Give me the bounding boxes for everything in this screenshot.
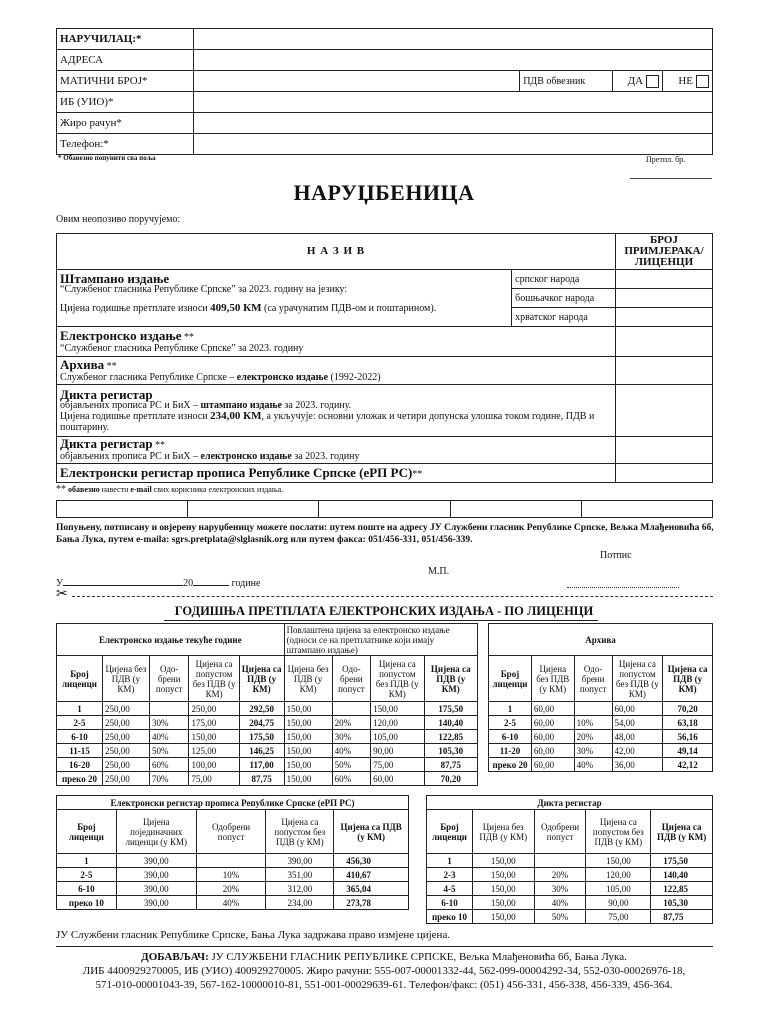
lang-serbian-label: српског народа (512, 270, 616, 289)
t2-cell: 60,00 (531, 702, 574, 716)
t1-cell: 122,85 (424, 730, 477, 744)
t4-cell: 6-10 (427, 896, 473, 910)
t2-cell: 42,12 (663, 758, 713, 772)
dikta-print-desc-a: објављених прописа РС и БиХ – (60, 399, 201, 411)
t1-cell: 150,00 (284, 758, 332, 772)
t1-cell: 250,00 (102, 744, 149, 758)
send-instructions: Попуњену, потписану и овјерену наруџбеницу можете послати: путем поште на адресу ЈУ Службени гласник Републике Српске, Вељка Млађеновића 6б, Бања Лука, путем e-maila: sgrs.pretplata@slglasnik.org или путем факса: 051/456-331, 051/456-339. (56, 523, 714, 545)
email-box[interactable] (57, 501, 188, 517)
qty-print-croatian[interactable] (616, 308, 713, 327)
t2-cell: 1 (489, 702, 532, 716)
t2-col-header: Цијена са попустом без ПДВ (у КМ) (612, 656, 663, 702)
print-edition-desc: “Службеног гласника Републике Српске” за 2023. годину на језику: (60, 284, 348, 295)
t4-col-header: Број лиценци (427, 810, 473, 854)
signature-field[interactable] (567, 587, 679, 588)
signature-label: Потпис (600, 550, 632, 561)
t2-col-header: Одо- брени попуст (574, 656, 612, 702)
t1-cell: 105,00 (371, 730, 424, 744)
date-year-label: године (231, 578, 261, 589)
t3-cell: 20% (196, 882, 266, 896)
t1-row (57, 730, 478, 744)
t1-cell: 250,00 (102, 716, 149, 730)
t3-cell: 312,00 (266, 882, 334, 896)
print-price: 409,50 КМ (210, 302, 262, 314)
t2-cell: 36,00 (612, 758, 663, 772)
t4-row (427, 896, 713, 910)
t1-cell: 75,00 (371, 758, 424, 772)
reg-no-label: МАТИЧНИ БРОЈ* (57, 71, 194, 92)
t1-col-header: Цијена са ПДВ (у КМ) (424, 656, 477, 702)
dikta-print-cell (57, 385, 616, 437)
stamp-label: М.П. (428, 566, 450, 577)
t4-cell: 120,00 (586, 868, 651, 882)
email-box[interactable] (319, 501, 450, 517)
t2-cell: 11-20 (489, 744, 532, 758)
qty-archive[interactable] (616, 357, 713, 385)
dikta-electronic-desc (60, 451, 612, 462)
electronic-edition-cell (57, 327, 616, 357)
archive-desc (60, 372, 612, 383)
address-label: АДРЕСА (57, 50, 194, 71)
t4-cell: 150,00 (472, 896, 534, 910)
t1-cell: 175,50 (239, 730, 284, 744)
t4-cell: 105,30 (651, 896, 713, 910)
t3-cell: 6-10 (57, 882, 117, 896)
t2-col-header: Цијена са ПДВ (у КМ) (663, 656, 713, 702)
t4-cell: 175,50 (651, 854, 713, 868)
t2-col-header: Број лиценци (489, 656, 532, 702)
t1-cell: 87,75 (424, 758, 477, 772)
archive-star: ** (104, 360, 117, 372)
t1-cell: 1 (57, 702, 103, 716)
t4-cell: 20% (534, 868, 586, 882)
t4-row (427, 854, 713, 868)
t1-cell: 16-20 (57, 758, 103, 772)
t1-cell: 150,00 (284, 716, 332, 730)
date-line (56, 578, 260, 589)
t3-head: Електронски регистар прописа Републике Српске (еРП РС) (57, 796, 409, 810)
footer-line-2: ЛИБ 4400929270005, ИБ (УИО) 400929270005. Жиро рачуни: 555-007-00001332-44, 562-099-00004292-34, 552-030-00026976-18, (82, 965, 686, 977)
email-note-b: навести (99, 485, 131, 494)
dikta-print-desc (60, 400, 612, 411)
electronic-edition-desc: “Службеног гласника Републике Српске” за 2023. годину (60, 342, 304, 354)
t3-cell: 273,78 (334, 896, 409, 910)
t2-cell: 49,14 (663, 744, 713, 758)
t1-row (57, 702, 478, 716)
t2-cell: 63,18 (663, 716, 713, 730)
t1-cell: 40% (149, 730, 189, 744)
t4-cell: 150,00 (472, 910, 534, 924)
t3-row (57, 854, 409, 868)
erp-title: Електронски регистар прописа Републике Српске (еРП РС) (60, 464, 413, 480)
t4-cell: 50% (534, 910, 586, 924)
t2-cell: преко 20 (489, 758, 532, 772)
t4-cell: преко 10 (427, 910, 473, 924)
t1-cell: 11-15 (57, 744, 103, 758)
t4-cell: 90,00 (586, 896, 651, 910)
vat-yes-checkbox[interactable] (646, 75, 659, 88)
t1-cell: 60,00 (371, 772, 424, 786)
t2-row (489, 744, 713, 758)
vat-yes-label: ДА (627, 74, 644, 87)
qty-electronic[interactable] (616, 327, 713, 357)
t1-cell: 20% (332, 716, 370, 730)
t1-cell: 30% (332, 730, 370, 744)
t4-cell: 1 (427, 854, 473, 868)
dikta-electronic-desc-c: за 2023. годину (291, 451, 360, 462)
t2-cell: 2-5 (489, 716, 532, 730)
vat-yes (613, 71, 663, 92)
footer-supplier-label: ДОБАВЉАЧ: (141, 951, 209, 963)
dikta-electronic-star: ** (152, 440, 166, 451)
footer (0, 950, 768, 992)
t3-col-header: Цијена са попустом без ПДВ (у КМ) (266, 810, 334, 854)
tax-id-field[interactable] (193, 92, 712, 113)
print-edition-price-line (60, 303, 508, 314)
t3-cell: 390,00 (116, 882, 196, 896)
section-title: ГОДИШЊА ПРЕТПЛАТА ЕЛЕКТРОНСКИХ ИЗДАЊА - ПО ЛИЦЕНЦИ (174, 604, 594, 618)
t1-col-header: Цијена са попустом без ПДВ (у КМ) (371, 656, 424, 702)
dikta-print-desc-b: штампано издање (200, 399, 282, 411)
t1-cell: 150,00 (189, 730, 239, 744)
qty-dikta-electronic[interactable] (616, 437, 713, 464)
electronic-pricing-table (56, 623, 478, 786)
t2-row (489, 702, 713, 716)
account-label: Жиро рачун* (57, 113, 194, 134)
t4-col-header: Цијена са ПДВ (у КМ) (651, 810, 713, 854)
subscription-number-field[interactable] (630, 178, 712, 179)
t2-cell: 20% (574, 730, 612, 744)
t1-cell: 50% (332, 758, 370, 772)
t3-cell: 1 (57, 854, 117, 868)
t1-cell: 250,00 (102, 730, 149, 744)
t3-cell: 390,00 (116, 868, 196, 882)
t1-cell: 90,00 (371, 744, 424, 758)
email-note-star: ** (56, 484, 66, 495)
print-price-suffix: (са урачунатим ПДВ-ом и поштарином). (261, 303, 437, 314)
t1-cell: 150,00 (371, 702, 424, 716)
t3-cell: 351,00 (266, 868, 334, 882)
t1-cell: 70,20 (424, 772, 477, 786)
archive-desc-c: (1992-2022) (328, 371, 381, 383)
t1-cell (332, 702, 370, 716)
t3-cell: 2-5 (57, 868, 117, 882)
t1-cell: 250,00 (189, 702, 239, 716)
print-edition-title: Штампано издање (60, 271, 170, 286)
t1-cell: 87,75 (239, 772, 284, 786)
t4-cell: 150,00 (472, 854, 534, 868)
buyer-label: НАРУЧИЛАЦ:* (57, 29, 194, 50)
t2-cell: 60,00 (531, 758, 574, 772)
footer-line-3: 571-010-00001043-39, 567-162-10000010-81, 551-001-00029639-61. Телефон/факс: (051) 456-331, 456-338, 456-339, 456-364. (95, 979, 673, 991)
t2-cell: 40% (574, 758, 612, 772)
vat-label: ПДВ обвезник (520, 71, 613, 92)
tax-id-label: ИБ (УИО)* (57, 92, 194, 113)
t1-row (57, 744, 478, 758)
t1-col-header: Цијена без ПДВ (у КМ) (284, 656, 332, 702)
t3-cell: 40% (196, 896, 266, 910)
t1-cell: 292,50 (239, 702, 284, 716)
t2-cell (574, 702, 612, 716)
t1-col-header: Одо- брени попуст (332, 656, 370, 702)
required-note: * Обавезно попунити сва поља (58, 154, 156, 162)
t4-cell: 140,40 (651, 868, 713, 882)
t2-cell: 60,00 (531, 730, 574, 744)
email-note-c: e-mail (130, 485, 152, 494)
erp-star: ** (412, 468, 423, 480)
t1-cell: 75,00 (189, 772, 239, 786)
t1-cell: 150,00 (284, 744, 332, 758)
footer-supplier: ЈУ СЛУЖБЕНИ ГЛАСНИК РЕПУБЛИКЕ СРПСКЕ, Вељка Млађеновића 6б, Бања Лука. (208, 951, 627, 963)
t4-cell: 150,00 (472, 868, 534, 882)
t4-cell: 105,00 (586, 882, 651, 896)
t1-cell: 146,25 (239, 744, 284, 758)
t2-cell: 10% (574, 716, 612, 730)
t4-cell: 40% (534, 896, 586, 910)
lang-croatian-label: хрватског народа (512, 308, 616, 327)
t1-cell: 100,00 (189, 758, 239, 772)
t1-cell: 150,00 (284, 772, 332, 786)
t1-cell: 105,30 (424, 744, 477, 758)
t4-cell (534, 854, 586, 868)
dikta-pricing-table (426, 795, 713, 924)
t2-row (489, 758, 713, 772)
subscription-number-label: Претпл. бр. (646, 155, 686, 164)
email-note-d: свих корисника електронских издања. (151, 485, 284, 494)
email-note-a: обавезно (66, 485, 100, 494)
dikta-print-title: Дикта регистар (60, 386, 153, 402)
email-box[interactable] (451, 501, 582, 517)
place-field[interactable] (63, 585, 183, 586)
t4-row (427, 882, 713, 896)
col-name-header: Н А З И В (57, 234, 616, 270)
t1-col-header: Број лиценци (57, 656, 103, 702)
buyer-field[interactable] (193, 29, 712, 50)
year-field[interactable] (193, 585, 229, 586)
dikta-print-desc-c: за 2023. годину. (281, 399, 352, 411)
t1-cell: 60% (332, 772, 370, 786)
t1-cell: 120,00 (371, 716, 424, 730)
t1-col-header: Цијена са попустом без ПДВ (у КМ) (189, 656, 239, 702)
dikta-price-prefix: Цијена годишње претплате износи (60, 410, 211, 422)
scissors-icon: ✂ (56, 587, 68, 602)
t4-head: Дикта регистар (427, 796, 713, 810)
t3-row (57, 896, 409, 910)
t3-row (57, 868, 409, 882)
electronic-edition-star: ** (181, 331, 195, 343)
t1-col-header: Одо- брени попуст (149, 656, 189, 702)
t3-cell: 410,67 (334, 868, 409, 882)
t4-row (427, 910, 713, 924)
t1-head-b: Повлаштена цијена за електронско издање (односи се на претплатнике који имају штампано издање) (284, 624, 477, 656)
t4-cell: 150,00 (586, 854, 651, 868)
lang-bosniak-label: бошњачког народа (512, 289, 616, 308)
t1-cell: 204,75 (239, 716, 284, 730)
t2-cell: 60,00 (531, 744, 574, 758)
t2-cell: 54,00 (612, 716, 663, 730)
dikta-electronic-desc-a: објављених прописа РС и БиХ – (60, 451, 201, 462)
t4-cell: 30% (534, 882, 586, 896)
archive-title: Архива (60, 356, 105, 372)
dikta-print-price-line (60, 411, 612, 433)
t1-cell: 2-5 (57, 716, 103, 730)
t1-cell: 40% (332, 744, 370, 758)
t2-cell: 56,16 (663, 730, 713, 744)
footer-divider (56, 946, 713, 947)
t4-cell: 150,00 (472, 882, 534, 896)
t3-cell: 390,00 (266, 854, 334, 868)
t1-cell: 6-10 (57, 730, 103, 744)
phone-label: Телефон:* (57, 134, 194, 155)
t2-col-header: Цијена без ПДВ (у КМ) (531, 656, 574, 702)
t1-cell: 60% (149, 758, 189, 772)
t1-col-header: Цијена без ПДВ (у КМ) (102, 656, 149, 702)
t2-cell: 48,00 (612, 730, 663, 744)
t4-cell: 2-3 (427, 868, 473, 882)
t4-cell: 75,00 (586, 910, 651, 924)
t1-cell: 150,00 (284, 702, 332, 716)
t2-cell: 42,00 (612, 744, 663, 758)
t4-cell: 87,75 (651, 910, 713, 924)
t2-row (489, 730, 713, 744)
archive-cell (57, 357, 616, 385)
intro-text: Овим неопозиво поручујемо: (56, 214, 181, 225)
t1-cell: 250,00 (102, 772, 149, 786)
t4-cell: 4-5 (427, 882, 473, 896)
t3-cell: преко 10 (57, 896, 117, 910)
t2-cell: 30% (574, 744, 612, 758)
phone-field[interactable] (193, 134, 712, 155)
t1-cell: 70% (149, 772, 189, 786)
t1-row (57, 716, 478, 730)
vat-no (663, 71, 713, 92)
t1-cell (149, 702, 189, 716)
t3-cell (196, 854, 266, 868)
dikta-price: 234,00 КМ (210, 409, 262, 422)
t1-row (57, 758, 478, 772)
footer-line-1 (0, 950, 768, 964)
email-box[interactable] (188, 501, 319, 517)
t3-cell: 390,00 (116, 896, 196, 910)
t1-col-header: Цијена са ПДВ (у КМ) (239, 656, 284, 702)
page-title: НАРУЏБЕНИЦА (293, 180, 475, 205)
t3-col-header: Број лиценци (57, 810, 117, 854)
t3-col-header: Цијена појединачних лиценци (у КМ) (116, 810, 196, 854)
cut-line (72, 596, 713, 597)
t2-cell: 70,20 (663, 702, 713, 716)
print-edition-cell (57, 270, 512, 327)
dikta-electronic-desc-b: електронско издање (200, 451, 292, 462)
date-in-label: У (56, 578, 64, 589)
qty-dikta-print[interactable] (616, 385, 713, 437)
account-field[interactable] (193, 113, 712, 134)
t3-col-header: Одобрени попуст (196, 810, 266, 854)
order-table (56, 233, 713, 483)
t1-cell: 250,00 (102, 702, 149, 716)
t1-cell: 30% (149, 716, 189, 730)
qty-print-bosniak[interactable] (616, 289, 713, 308)
dikta-electronic-cell (57, 437, 616, 464)
t2-head: Архива (489, 624, 713, 656)
t4-row (427, 868, 713, 882)
t3-row (57, 882, 409, 896)
t1-cell: 150,00 (284, 730, 332, 744)
col-count-header: БРОЈ ПРИМЈЕРАКА/ ЛИЦЕНЦИ (616, 234, 713, 270)
email-box[interactable] (582, 501, 713, 517)
qty-erp[interactable] (616, 464, 713, 483)
email-boxes (56, 500, 713, 518)
archive-desc-a: Службеног гласника Републике Српске – (60, 371, 237, 383)
t3-cell: 390,00 (116, 854, 196, 868)
price-change-note: ЈУ Службени гласник Републике Српске, Бања Лука задржава право измјене цијена. (56, 929, 451, 941)
t2-cell: 60,00 (531, 716, 574, 730)
section-title-underline (164, 620, 598, 621)
t2-cell: 6-10 (489, 730, 532, 744)
email-note (56, 484, 283, 495)
t3-cell: 365,04 (334, 882, 409, 896)
t3-cell: 10% (196, 868, 266, 882)
t1-cell: 125,00 (189, 744, 239, 758)
t1-head-a: Електронско издање текуће године (57, 624, 285, 656)
t2-cell: 60,00 (612, 702, 663, 716)
erp-cell (57, 464, 616, 483)
customer-table (56, 28, 713, 155)
t1-row (57, 772, 478, 786)
qty-print-serbian[interactable] (616, 270, 713, 289)
t4-col-header: Цијена без ПДВ (у КМ) (472, 810, 534, 854)
erp-pricing-table (56, 795, 409, 910)
electronic-edition-title: Електронско издање (60, 327, 182, 343)
t4-col-header: Цијена са попустом без ПДВ (у КМ) (586, 810, 651, 854)
t1-cell: преко 20 (57, 772, 103, 786)
t2-row (489, 716, 713, 730)
reg-no-field[interactable] (193, 71, 519, 92)
archive-pricing-table (488, 623, 713, 772)
dikta-price-suffix: , а укључује: основни уложак и четири допунска улошка током године, ПДВ и поштарину. (60, 410, 595, 433)
archive-desc-b: електронско издање (236, 371, 329, 383)
t1-cell: 140,40 (424, 716, 477, 730)
vat-no-label: НЕ (678, 74, 693, 87)
t4-col-header: Одобрени попуст (534, 810, 586, 854)
t1-cell: 175,00 (189, 716, 239, 730)
t1-cell: 175,50 (424, 702, 477, 716)
address-field[interactable] (193, 50, 712, 71)
t1-cell: 50% (149, 744, 189, 758)
t1-cell: 250,00 (102, 758, 149, 772)
t3-cell: 234,00 (266, 896, 334, 910)
t1-cell: 117,00 (239, 758, 284, 772)
print-price-prefix: Цијена годишње претплате износи (60, 303, 211, 314)
vat-no-checkbox[interactable] (696, 75, 709, 88)
t4-cell: 122,85 (651, 882, 713, 896)
t3-col-header: Цијена са ПДВ (у КМ) (334, 810, 409, 854)
date-20-label: 20 (183, 578, 194, 589)
dikta-electronic-title: Дикта регистар (60, 436, 153, 451)
t3-cell: 456,30 (334, 854, 409, 868)
